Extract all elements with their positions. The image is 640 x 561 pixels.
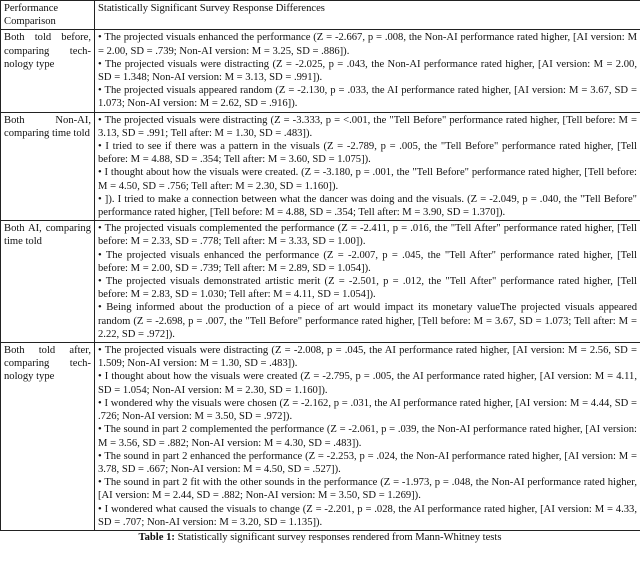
caption-text: Statistically significant survey responses rendered from Mann-Whitney tests <box>174 531 502 543</box>
list-item: • The projected visuals enhanced the performance (Z = -2.007, p = .045, the "Tell After" performance rated higher, [Tell before: M = 2.00, SD = .739; Tell after: M = 2.89, SD = 1.054]). <box>98 249 637 274</box>
row-items <box>95 30 640 112</box>
list-item: • I thought about how the visuals were created (Z = -2.795, p = .005, the AI performance rated higher, [AI version: M = 4.11, SD = 1.054; Non-AI version: M = 2.30, SD = 1.160]). <box>98 371 637 396</box>
caption-label: Table 1: <box>138 531 175 543</box>
list-item: • The sound in part 2 complemented the performance (Z = -2.061, p = .039, the Non-AI performance rated higher, [AI version: M = 3.56, SD = .882; Non-AI version: M = 4.30, SD = .483]). <box>98 424 637 449</box>
row-comparison: Both AI, comparing time told <box>1 221 95 343</box>
table-caption <box>0 531 640 545</box>
table-row <box>1 112 640 221</box>
list-item: • Being informed about the production of a piece of art would impact its monetary valueThe projected visuals appeared random (Z = -2.698, p = .007, the "Tell Before" performance rated higher, [Tell before: M = 3.67, SD = 1.073; Tell after: M = 2.22, SD = .972]). <box>98 302 637 340</box>
list-item: • ]). I tried to make a connection between what the dancer was doing and the visuals. (Z = -2.049, p = .040, the "Tell Before" performance rated higher, [Tell before: M = 4.88, SD = .354; Tell after: M = 3.90, SD = 1.370]). <box>98 193 637 219</box>
row-items <box>95 343 640 531</box>
row-comparison: Both told after, comparing technology type <box>1 343 95 531</box>
list-item: • I wondered what caused the visuals to change (Z = -2.201, p = .028, the AI performance rated higher, [AI version: M = 4.33, SD = .707; Non-AI version: M = 3.20, SD = 1.135]). <box>98 503 637 528</box>
row-comparison: Both told before, comparing technology type <box>1 30 95 112</box>
table-row <box>1 30 640 112</box>
list-item: • The projected visuals enhanced the performance (Z = -2.667, p = .008, the Non-AI performance rated higher, [AI version: M = 2.00, SD = .739; Non-AI version: M = 3.25, SD = .886]). <box>98 32 637 57</box>
table-header-row <box>1 1 640 30</box>
row-items <box>95 221 640 343</box>
table-row <box>1 221 640 343</box>
list-item: • The projected visuals appeared random (Z = -2.130, p = .033, the AI performance rated higher, [AI version: M = 3.67, SD = 1.073; Non-AI version: M = 2.62, SD = .916]). <box>98 85 637 110</box>
list-item: • The projected visuals demonstrated artistic merit (Z = -2.501, p = .012, the "Tell After" performance rated higher, [Tell before: M = 2.83, SD = 1.030; Tell after: M = 4.11, SD = 1.054]). <box>98 276 637 301</box>
table-row <box>1 343 640 531</box>
row-items <box>95 112 640 221</box>
list-item: • I tried to see if there was a pattern in the visuals (Z = -2.789, p = .005, the "Tell Before" performance rated higher, [Tell before: M = 4.88, SD = .354; Tell after: M = 3.60, SD = 1.075]). <box>98 141 637 166</box>
list-item: • The sound in part 2 fit with the other sounds in the performance (Z = -1.973, p = .048, the Non-AI performance rated higher, [AI version: M = 2.44, SD = .882; Non-AI version: M = 3.50, SD = 1.269]). <box>98 477 637 502</box>
list-item: • The projected visuals were distracting (Z = -2.025, p = .043, the Non-AI performance rated higher, [AI version: M = 2.00, SD = 1.348; Non-AI version: M = 3.13, SD = .991]). <box>98 58 637 84</box>
list-item: • I wondered why the visuals were chosen (Z = -2.162, p = .031, the AI performance rated higher, [AI version: M = 4.44, SD = .726; Non-AI version: M = 3.50, SD = .972]). <box>98 397 637 423</box>
list-item: • The projected visuals were distracting (Z = -2.008, p = .045, the AI performance rated higher, [AI version: M = 2.56, SD = 1.509; Non-AI version: M = 1.30, SD = .483]). <box>98 345 637 370</box>
list-item: • The projected visuals were distracting (Z = -3.333, p = <.001, the "Tell Before" performance rated higher, [Tell before: M = 3.13, SD = .991; Tell after: M = 1.30, SD = .483]). <box>98 114 637 139</box>
header-performance-comparison: Performance Comparison <box>1 1 95 30</box>
header-survey-differences: Statistically Significant Survey Response Differences <box>95 1 640 30</box>
list-item: • The sound in part 2 enhanced the performance (Z = -2.253, p = .024, the Non-AI performance rated higher, [AI version: M = 3.78, SD = .667; Non-AI version: M = 4.50, SD = .527]). <box>98 450 637 475</box>
row-comparison: Both Non-AI, comparing time told <box>1 112 95 221</box>
list-item: • The projected visuals complemented the performance (Z = -2.411, p = .016, the "Tell After" performance rated higher, [Tell before: M = 2.33, SD = .778; Tell after: M = 3.33, SD = 1.00]). <box>98 223 637 248</box>
list-item: • I thought about how the visuals were created. (Z = -3.180, p = .001, the "Tell Before" performance rated higher, [Tell before: M = 4.50, SD = .756; Tell after: M = 2.30, SD = 1.160]). <box>98 167 637 192</box>
